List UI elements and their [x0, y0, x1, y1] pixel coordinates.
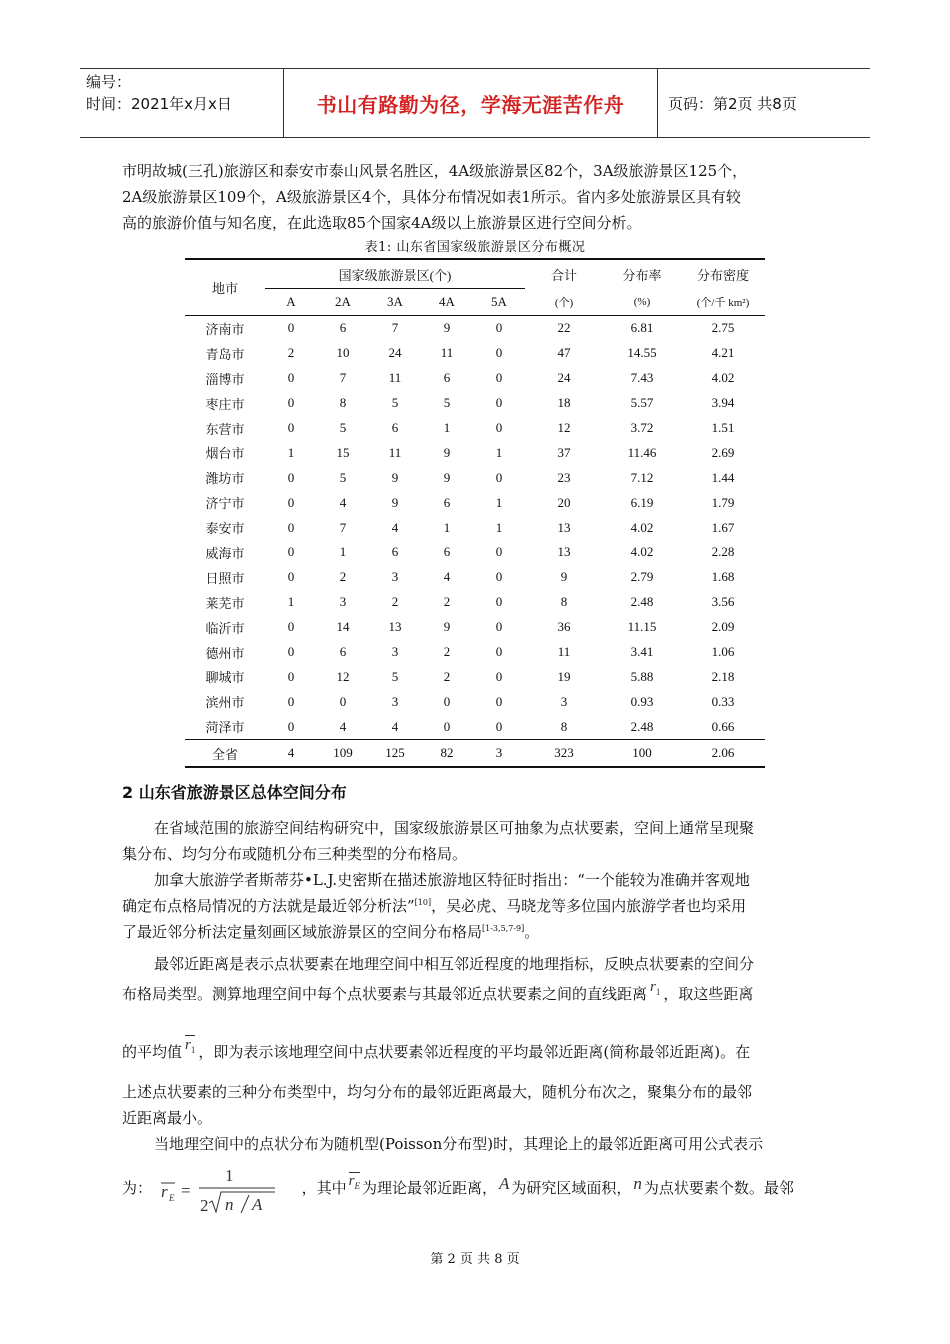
- p2-line-3-text: 了最近邻分析法定量刻画区域旅游景区的空间分布格局: [122, 923, 483, 941]
- total-cell: 125: [369, 740, 421, 768]
- p2-line-2: [122, 893, 827, 919]
- p4-line-2-start: 为：: [122, 1179, 153, 1197]
- value-cell: 1.67: [711, 519, 735, 535]
- total-cell: 全省: [185, 740, 265, 768]
- value-cell: 4: [443, 569, 451, 585]
- value-cell: 7.12: [630, 469, 654, 485]
- p3-line-5: 近距离最小。: [122, 1109, 213, 1127]
- value-cell: 0: [495, 345, 503, 361]
- value-cell: 0: [287, 619, 295, 635]
- table-row: [185, 714, 765, 739]
- header-total: 合计: [550, 267, 577, 283]
- math-sub: 1: [655, 987, 661, 997]
- table-row: [185, 366, 765, 391]
- total-cell: 100: [603, 740, 681, 768]
- p2-line-1: 加拿大旅游学者斯蒂芬•L.J.史密斯在描述旅游地区特征时指出：“一个能较为准确并客观地: [154, 871, 750, 889]
- value-cell: 2.75: [681, 316, 765, 341]
- table-row: [185, 391, 765, 416]
- value-cell: 1: [495, 494, 503, 510]
- header-page-number: 页码：第2页 共8页: [668, 94, 797, 113]
- value-cell: 0: [495, 718, 503, 734]
- math-re: [349, 1172, 360, 1189]
- city-cell: 威海市: [205, 545, 245, 561]
- value-cell: 0: [287, 668, 295, 684]
- table-row: [185, 465, 765, 490]
- value-cell: 6: [443, 544, 451, 560]
- value-cell: 7.43: [630, 370, 654, 386]
- value-cell: 1.68: [711, 569, 735, 585]
- value-cell: 0: [495, 594, 503, 610]
- value-cell: 0: [265, 316, 317, 341]
- value-cell: 2: [443, 668, 451, 684]
- value-cell: 0.66: [711, 718, 735, 734]
- value-cell: 6.81: [603, 316, 681, 341]
- value-cell: 11: [557, 644, 571, 660]
- header-total-unit: (个): [554, 296, 574, 309]
- value-cell: 5: [339, 469, 347, 485]
- value-cell: 2.79: [630, 569, 654, 585]
- city-cell: 烟台市: [205, 446, 245, 462]
- p3-line-3-text: ，即为表示该地理空间中点状要素邻近程度的平均最邻近距离(简称最邻近距离)。在: [198, 1043, 751, 1061]
- city-cell: 济宁市: [205, 496, 245, 512]
- value-cell: 3: [339, 594, 347, 610]
- value-cell: 6: [443, 370, 451, 386]
- value-cell: 4: [391, 519, 399, 535]
- value-cell: 4.02: [630, 519, 654, 535]
- table-caption: 表1: 山东省国家级旅游景区分布概况: [364, 240, 586, 255]
- formula-r: r: [160, 1182, 168, 1201]
- value-cell: 13: [388, 619, 402, 635]
- p4-line-2: [122, 1159, 827, 1223]
- math-r1: [650, 979, 660, 995]
- value-cell: 3.56: [711, 594, 735, 610]
- value-cell: 5.88: [630, 668, 654, 684]
- value-cell: 1: [495, 444, 503, 460]
- value-cell: 6: [391, 544, 399, 560]
- value-cell: 0: [287, 569, 295, 585]
- header-city: 地市: [211, 281, 238, 296]
- intro-paragraph: [122, 158, 827, 236]
- value-cell: 3.72: [630, 420, 654, 435]
- intro-line-1: 市明故城(三孔)旅游区和泰安市泰山风景名胜区，4A级旅游景区82个，3A级旅游景区125个，: [122, 162, 748, 180]
- header-level-5a: 5A: [491, 294, 507, 309]
- formula-a: A: [251, 1195, 263, 1214]
- value-cell: 1.79: [711, 494, 735, 510]
- value-cell: 0: [495, 644, 503, 660]
- value-cell: 5: [391, 668, 399, 684]
- formula-numerator: 1: [224, 1166, 234, 1185]
- table-row: [185, 640, 765, 665]
- p3-line-2: [122, 977, 827, 1017]
- value-cell: 0: [339, 693, 347, 709]
- p3-line-2-end: ，取这些距离: [663, 985, 754, 1003]
- table-row: [185, 416, 765, 441]
- value-cell: 0: [443, 693, 451, 709]
- table-row: [185, 689, 765, 714]
- value-cell: 9: [443, 444, 451, 460]
- value-cell: 19: [557, 668, 571, 684]
- value-cell: 6: [443, 494, 451, 510]
- p3-line-1: 最邻近距离是表示点状要素在地理空间中相互邻近程度的地理指标，反映点状要素的空间分: [154, 955, 755, 973]
- value-cell: 8: [560, 718, 568, 734]
- value-cell: 20: [557, 494, 571, 510]
- value-cell: 2.18: [711, 668, 735, 684]
- intro-line-3: 高的旅游价值与知名度，在此选取85个国家4A级以上旅游景区进行空间分析。: [122, 214, 642, 232]
- city-cell: 枣庄市: [205, 396, 245, 412]
- value-cell: 0: [495, 668, 503, 684]
- value-cell: 13: [557, 544, 571, 560]
- value-cell: 0: [495, 619, 503, 635]
- math-r: r: [650, 979, 656, 995]
- p3-line-3: [122, 1039, 827, 1071]
- city-cell: 临沂市: [205, 620, 245, 636]
- value-cell: 11: [388, 444, 402, 460]
- value-cell: 47: [557, 345, 571, 361]
- formula-nearest-neighbor: [157, 1161, 297, 1217]
- value-cell: 0: [287, 519, 295, 535]
- p4-line-2-mid3: 为研究区域面积，: [511, 1179, 632, 1197]
- value-cell: 4.02: [630, 544, 654, 560]
- city-cell: 东营市: [205, 421, 245, 437]
- value-cell: 3: [391, 644, 399, 660]
- value-cell: 4: [391, 718, 399, 734]
- value-cell: 1.06: [711, 644, 735, 660]
- value-cell: 2: [443, 644, 451, 660]
- header-rate: 分布率: [622, 267, 662, 283]
- city-cell: 泰安市: [205, 521, 245, 537]
- citation-ref: [1-3,5,7-9]: [482, 924, 525, 933]
- value-cell: 2: [287, 345, 295, 361]
- value-cell: 0: [495, 569, 503, 585]
- value-cell: 2.48: [630, 718, 654, 734]
- p4-line-2-end: 为点状要素个数。最邻: [643, 1179, 794, 1197]
- formula-eq: =: [180, 1181, 191, 1200]
- value-cell: 6.19: [630, 494, 654, 510]
- value-cell: 24: [388, 345, 402, 361]
- value-cell: 18: [557, 395, 571, 411]
- value-cell: 0: [287, 718, 295, 734]
- value-cell: 5: [391, 395, 399, 411]
- value-cell: 8: [339, 395, 347, 411]
- table-row: [185, 440, 765, 465]
- city-cell: 聊城市: [205, 670, 245, 686]
- value-cell: 6: [317, 316, 369, 341]
- p2-line-3-end: 。: [524, 923, 540, 941]
- city-cell: 德州市: [205, 645, 245, 661]
- value-cell: 0: [287, 693, 295, 709]
- city-cell: 济南市: [185, 316, 265, 341]
- p2-line-2-text: 确定布点格局情况的方法就是最近邻分析法”: [122, 897, 415, 915]
- value-cell: 3: [560, 693, 568, 709]
- value-cell: 0: [495, 420, 503, 435]
- value-cell: 0: [495, 370, 503, 386]
- header-motto-cell: [283, 69, 658, 137]
- page-header: [80, 68, 870, 138]
- value-cell: 2: [443, 594, 451, 610]
- p4-line-1: 当地理空间中的点状分布为随机型(Poisson分布型)时，其理论上的最邻近距离可用公式表示: [154, 1135, 764, 1153]
- value-cell: 9: [421, 316, 473, 341]
- total-cell: 82: [421, 740, 473, 768]
- city-cell: 潍坊市: [205, 471, 245, 487]
- p3-line-3-start: 的平均值: [122, 1043, 183, 1061]
- value-cell: 12: [336, 668, 350, 684]
- table-row: [185, 490, 765, 515]
- table-row: [185, 664, 765, 689]
- city-cell: 淄博市: [205, 371, 245, 387]
- value-cell: 1.51: [711, 420, 735, 435]
- value-cell: 6: [339, 644, 347, 660]
- value-cell: 3.94: [711, 395, 735, 411]
- value-cell: 9: [391, 494, 399, 510]
- value-cell: 3: [391, 569, 399, 585]
- city-cell: 青岛市: [205, 346, 245, 362]
- value-cell: 7: [369, 316, 421, 341]
- value-cell: 1: [287, 444, 295, 460]
- value-cell: 3.41: [630, 644, 654, 660]
- value-cell: 1: [495, 519, 503, 535]
- p2-line-2-rest: ，吴必虎、马晓龙等多位国内旅游学者也均采用: [431, 897, 747, 915]
- total-cell: 3: [473, 740, 525, 768]
- value-cell: 4: [339, 718, 347, 734]
- p3-line-2-text: 布格局类型。测算地理空间中每个点状要素与其最邻近点状要素之间的直线距离: [122, 985, 648, 1003]
- formula-sub-e: E: [168, 1193, 175, 1203]
- value-cell: 4.02: [711, 370, 735, 386]
- header-date: 时间：2021年x月x日: [86, 95, 232, 113]
- value-cell: 3: [391, 693, 399, 709]
- value-cell: 5: [339, 420, 347, 435]
- value-cell: 11.15: [627, 619, 657, 635]
- value-cell: 9: [443, 619, 451, 635]
- value-cell: 37: [557, 444, 571, 460]
- value-cell: 0: [287, 469, 295, 485]
- header-level-2a: 2A: [335, 294, 351, 309]
- table-row: [185, 540, 765, 565]
- header-meta: [80, 69, 283, 137]
- page-footer: 第 2 页 共 8 页: [430, 1252, 520, 1267]
- math-a: A: [498, 1174, 510, 1193]
- value-cell: 9: [560, 569, 568, 585]
- value-cell: 2.09: [711, 619, 735, 635]
- value-cell: 10: [336, 345, 350, 361]
- table-row: [185, 590, 765, 615]
- value-cell: 0: [287, 644, 295, 660]
- header-rate-unit: (%): [633, 295, 651, 308]
- value-cell: 13: [557, 519, 571, 535]
- value-cell: 0: [495, 395, 503, 411]
- value-cell: 0: [473, 316, 525, 341]
- total-cell: 109: [317, 740, 369, 768]
- value-cell: 0: [495, 544, 503, 560]
- math-r: r: [185, 1037, 191, 1053]
- value-cell: 9: [391, 469, 399, 485]
- table-row: [185, 565, 765, 590]
- table-row: [185, 515, 765, 540]
- value-cell: 11.46: [627, 444, 657, 460]
- value-cell: 11: [440, 345, 454, 361]
- p1-line-2: 集分布、均匀分布或随机分布三种类型的分布格局。: [122, 845, 468, 863]
- value-cell: 6: [391, 420, 399, 435]
- total-cell: 323: [525, 740, 603, 768]
- value-cell: 15: [336, 444, 350, 460]
- total-cell: 2.06: [681, 740, 765, 768]
- header-bianhao: 编号：: [86, 73, 132, 91]
- value-cell: 0.93: [630, 693, 654, 709]
- value-cell: 5.57: [630, 395, 654, 411]
- header-group: 国家级旅游景区(个): [265, 259, 525, 289]
- city-cell: 菏泽市: [205, 720, 245, 736]
- p3-line-4: 上述点状要素的三种分布类型中，均匀分布的最邻近距离最大，随机分布次之，聚集分布的最邻: [122, 1083, 753, 1101]
- value-cell: 0: [443, 718, 451, 734]
- value-cell: 1: [443, 519, 451, 535]
- city-cell: 日照市: [205, 570, 245, 586]
- value-cell: 8: [560, 594, 568, 610]
- header-density-unit: (个/千 km²): [696, 296, 750, 309]
- table-row: [185, 341, 765, 366]
- value-cell: 2.69: [711, 444, 735, 460]
- math-r1-mean: [185, 1035, 195, 1053]
- value-cell: 36: [557, 619, 571, 635]
- value-cell: 11: [388, 370, 402, 386]
- p1-line-1: 在省域范围的旅游空间结构研究中，国家级旅游景区可抽象为点状要素，空间上通常呈现聚: [154, 819, 755, 837]
- city-cell: 莱芜市: [205, 595, 245, 611]
- header-density: 分布密度: [696, 267, 749, 283]
- total-cell: 4: [265, 740, 317, 768]
- value-cell: 1: [339, 544, 347, 560]
- intro-line-2: 2A级旅游景区109个，A级旅游景区4个，具体分布情况如表1所示。省内多处旅游景区具有较: [122, 188, 741, 206]
- value-cell: 1: [287, 594, 295, 610]
- value-cell: 12: [557, 420, 571, 435]
- value-cell: 1.44: [711, 469, 735, 485]
- value-cell: 4.21: [711, 345, 735, 361]
- value-cell: 0: [495, 469, 503, 485]
- table-row: [185, 615, 765, 640]
- value-cell: 5: [443, 395, 451, 411]
- value-cell: 2: [391, 594, 399, 610]
- citation-ref: [10]: [414, 898, 432, 907]
- value-cell: 0: [287, 494, 295, 510]
- math-r: r: [348, 1173, 355, 1189]
- value-cell: 1: [443, 420, 451, 435]
- table-body: [185, 316, 765, 740]
- value-cell: 4: [339, 494, 347, 510]
- value-cell: 0: [287, 395, 295, 411]
- value-cell: 0: [287, 420, 295, 435]
- body-text: [122, 815, 827, 1223]
- city-cell: 滨州市: [205, 695, 245, 711]
- table-row: [185, 316, 765, 341]
- math-sub: 1: [190, 1045, 196, 1055]
- header-motto: 书山有路勤为径，学海无涯苦作舟: [316, 92, 625, 117]
- value-cell: 2.28: [711, 544, 735, 560]
- value-cell: 22: [525, 316, 603, 341]
- value-cell: 0: [287, 544, 295, 560]
- value-cell: 7: [339, 370, 347, 386]
- math-n: n: [633, 1174, 642, 1193]
- p4-line-2-mid2: 为理论最邻近距离，: [361, 1179, 497, 1197]
- value-cell: 9: [443, 469, 451, 485]
- value-cell: 0.33: [711, 693, 735, 709]
- math-sub-e: E: [354, 1181, 360, 1191]
- value-cell: 2.48: [630, 594, 654, 610]
- value-cell: 14: [336, 619, 350, 635]
- value-cell: 0: [287, 370, 295, 386]
- formula-n: n: [224, 1195, 234, 1214]
- value-cell: 7: [339, 519, 347, 535]
- value-cell: 24: [557, 370, 571, 386]
- table-total-row: [185, 740, 765, 768]
- p4-line-2-mid: ，其中: [301, 1179, 347, 1197]
- header-level-3a: 3A: [387, 294, 403, 309]
- value-cell: 0: [495, 693, 503, 709]
- scenic-area-table: [185, 258, 765, 768]
- formula-two: 2: [199, 1196, 209, 1215]
- p2-line-3: [122, 919, 827, 945]
- value-cell: 2: [339, 569, 347, 585]
- section-heading: 2 山东省旅游景区总体空间分布: [122, 783, 347, 802]
- header-level-a: A: [286, 294, 296, 309]
- header-level-4a: 4A: [439, 294, 455, 309]
- value-cell: 23: [557, 469, 571, 485]
- value-cell: 14.55: [627, 345, 657, 361]
